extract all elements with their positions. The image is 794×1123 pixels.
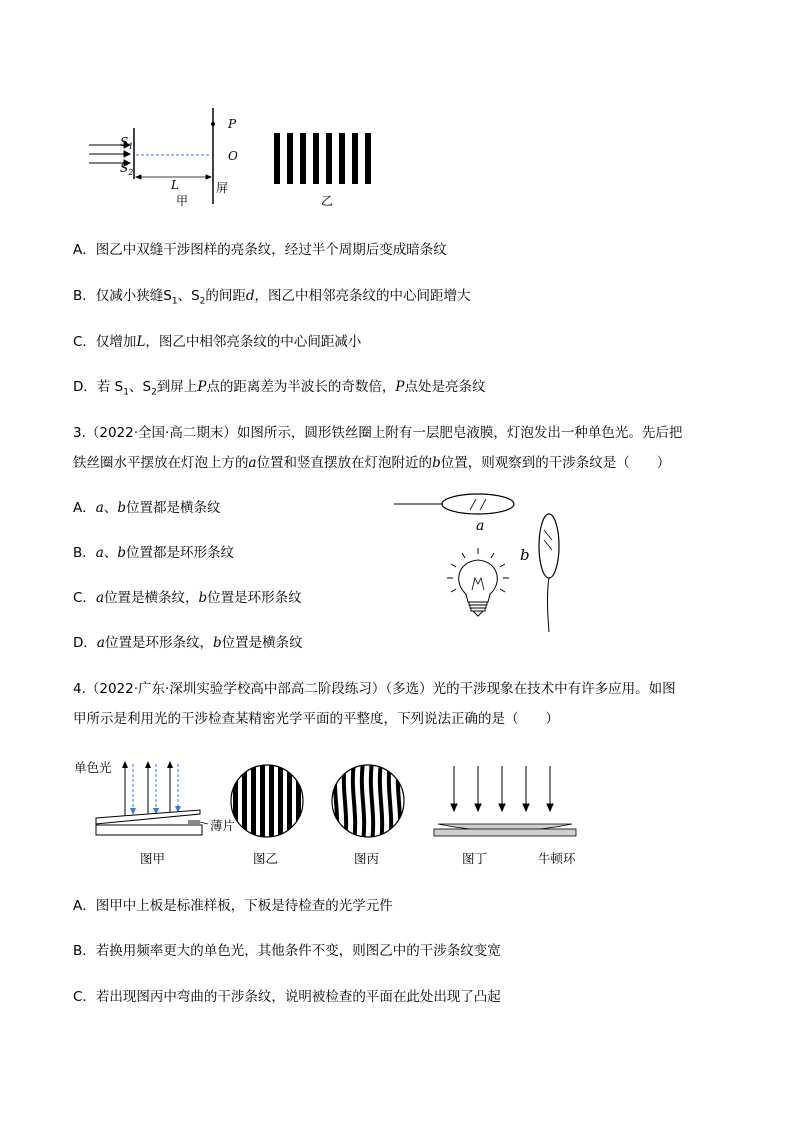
q2-option-a: A．图乙中双缝干涉图样的亮条纹，经过半个周期后变成暗条纹 (73, 242, 447, 258)
flat-glass (434, 829, 576, 836)
caption-yi: 乙 (321, 194, 334, 208)
q4-option-a: A．图甲中上板是标准样板，下板是待检查的光学元件 (73, 898, 393, 914)
label-l: L (171, 178, 179, 192)
lower-plate (96, 825, 202, 835)
q2-option-c: C．仅增加L，图乙中相邻亮条纹的中心间距减小 (73, 334, 362, 350)
light-rays (122, 761, 181, 816)
label-screen: 屏 (216, 181, 229, 195)
ring-a (442, 494, 514, 514)
q3-stem-line2: 铁丝圈水平摆放在灯泡上方的a位置和竖直摆放在灯泡附近的b位置，则观察到的干涉条纹是（ ） (73, 455, 671, 471)
light-bulb-icon (447, 548, 509, 616)
q3-option-c: C．a位置是横条纹，b位置是环形条纹 (73, 590, 302, 606)
q4-option-c: C．若出现图丙中弯曲的干涉条纹，说明被检查的平面在此处出现了凸起 (73, 989, 501, 1005)
caption-jia: 甲 (176, 194, 189, 208)
label-o: O (228, 149, 238, 163)
caption-fig-jia: 图甲 (140, 851, 166, 866)
label-s2: $S_2$ (120, 161, 134, 177)
label-a: a (476, 518, 485, 534)
caption-fig-bing: 图丙 (354, 851, 380, 866)
caption-fig-ding: 图丁 (462, 851, 488, 866)
label-s1: $S_1$ (120, 135, 134, 151)
shim (188, 820, 200, 825)
q3-stem-line1: 3.（2022·全国·高二期末）如图所示，圆形铁丝圈上附有一层肥皂液膜，灯泡发出一种单色光。先后把 (73, 425, 683, 441)
q3-option-d: D．a位置是环形条纹，b位置是横条纹 (73, 635, 303, 651)
caption-fig-yi: 图乙 (253, 851, 279, 866)
q3-option-b: B．a、b位置都是环形条纹 (73, 545, 234, 561)
label-b: b (520, 546, 530, 564)
soap-film-lamp-diagram (392, 486, 572, 636)
q3-option-a: A．a、b位置都是横条纹 (73, 500, 221, 516)
q2-option-d: D．若 $S_1$、$S_2$到屏上P点的距离差为半波长的奇数倍，P点处是亮条纹 (73, 379, 486, 398)
label-mono-light: 单色光 (74, 760, 112, 775)
label-p: P (228, 117, 237, 131)
optical-flatness-figures (70, 752, 590, 872)
interference-pattern (274, 133, 371, 184)
double-slit-diagram (84, 104, 404, 212)
q4-option-b: B．若换用频率更大的单色光，其他条件不变，则图乙中的干涉条纹变宽 (73, 943, 501, 959)
label-shim: 薄片 (210, 818, 236, 833)
q4-stem-line1: 4.（2022·广东·深圳实验学校高中部高二阶段练习）（多选）光的干涉现象在技术中有许多应用。如图 (73, 681, 676, 697)
newton-ring-arrows (451, 766, 553, 811)
q4-stem-line2: 甲所示是利用光的干涉检查某精密光学平面的平整度，下列说法正确的是（ ） (73, 711, 559, 727)
caption-newton-ring: 牛顿环 (538, 851, 576, 866)
q2-option-b: B．仅减小狭缝$S_1$、$S_2$的间距d，图乙中相邻亮条纹的中心间距增大 (73, 288, 471, 307)
point-p (211, 122, 215, 126)
